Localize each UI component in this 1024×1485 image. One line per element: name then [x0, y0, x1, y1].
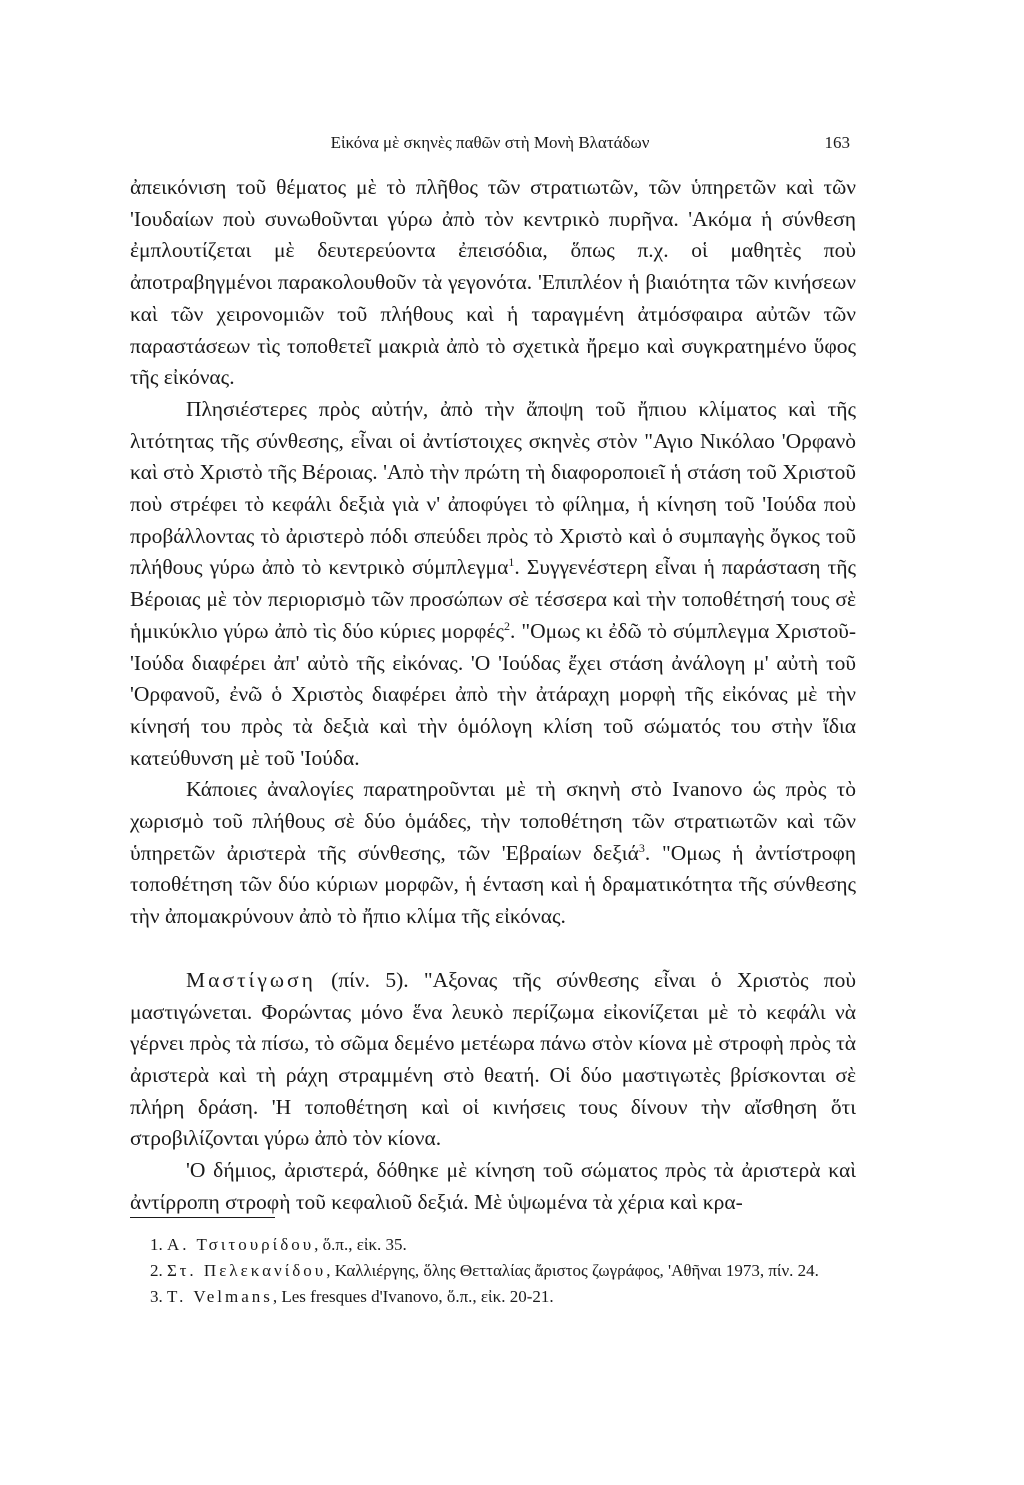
paragraph-3	[130, 774, 856, 933]
footnote-text: , ὅ.π., εἰκ. 35.	[314, 1235, 407, 1254]
paragraph-3-part-b: . "Ομως ἡ ἀντίστροφη τοποθέτηση τῶν δύο κύριων μορφῶν, ἡ ένταση καὶ ἡ δραματικότητα τῆς σύνθεσης τὴν ἀπομακρύνουν ἀπὸ τὸ ἤπιο κλίμα τῆς εἰκόνας.	[130, 840, 856, 929]
page-number: 163	[824, 133, 850, 152]
running-title: Εἰκόνα μὲ σκηνὲς παθῶν στὴ Μονὴ Βλατάδων	[330, 133, 650, 152]
footnote-number: 2.	[150, 1261, 163, 1280]
footnote-text: , Les fresques d'Ivanovo, ὅ.π., εἰκ. 20-21.	[272, 1287, 554, 1306]
footnotes	[130, 1232, 856, 1310]
paragraph-2	[130, 394, 856, 774]
section-title-flagellation: Μαστίγωση	[186, 967, 316, 992]
page-header	[130, 133, 850, 159]
footnote-ref-3: 3	[638, 840, 645, 855]
footnote-author: T. Velmans	[167, 1287, 273, 1306]
footnote-text: , Καλλιέργης, ὅλης Θετταλίας ἄριστος ζωγράφος, 'Αθῆναι 1973, πίν. 24.	[326, 1261, 819, 1280]
footnote-2	[130, 1258, 856, 1284]
paragraph-3-part-a: Κάποιες ἀναλογίες παρατηροῦνται μὲ τὴ σκηνὴ στὸ Ivanovo ὡς πρὸς τὸ χωρισμὸ τοῦ πλήθους σὲ δύο ὁμάδες, τὴν τοποθέτηση τῶν στρατιωτῶν καὶ τῶν ὑπηρετῶν ἀριστερὰ τῆς σύνθεσης, τῶν 'Εβραίων δεξιά	[130, 777, 856, 865]
paragraph-4	[130, 965, 856, 1155]
body-text	[130, 172, 856, 1219]
paragraph-2-part-a: Πλησιέστερες πρὸς αὐτήν, ἀπὸ τὴν ἄποψη τοῦ ἤπιου κλίματος καὶ τῆς λιτότητας τῆς σύνθεσης, εἶναι οἱ ἀντίστοιχες σκηνὲς στὸν "Αγιο Νικόλαο 'Ορφανὸ καὶ στὸ Χριστὸ τῆς Βέροιας. 'Απὸ τὴν πρώτη τὴ διαφοροποιεῖ ἡ στάση τοῦ Χριστοῦ ποὺ στρέφει τὸ κεφάλι δεξιὰ γιὰ ν' ἀποφύγει τὸ φίλημα, ἡ κίνηση τοῦ 'Ιούδα ποὺ προβάλλοντας τὸ ἀριστερὸ πόδι σπεύδει πρὸς τὸ Χριστὸ καὶ ὁ συμπαγὴς ὄγκος τοῦ πλήθους γύρω ἀπὸ τὸ κεντρικὸ σύμπλεγμα	[130, 396, 856, 580]
footnote-ref-1: 1	[508, 555, 515, 570]
footnote-number: 1.	[150, 1235, 163, 1254]
paragraph-5: 'Ο δήμιος, ἀριστερά, δόθηκε μὲ κίνηση τοῦ σώματος πρὸς τὰ ἀριστερὰ καὶ ἀντίρροπη στροφὴ τοῦ κεφαλιοῦ δεξιά. Μὲ ὑψωμένα τὰ χέρια καὶ κρα-	[130, 1158, 856, 1214]
footnote-3	[130, 1284, 856, 1310]
footnote-author: Στ. Πελεκανίδου	[167, 1261, 327, 1280]
paragraph-2-part-b: . Συγγενέστερη εἶναι ἡ παράσταση τῆς Βέροιας μὲ τὸν περιορισμὸ τῶν προσώπων σὲ τέσσερα καὶ τὴν τοποθέτησή τους σὲ ἡμικύκλιο γύρω ἀπὸ τὶς δύο κύριες μορφές	[130, 555, 857, 643]
footnote-number: 3.	[150, 1287, 163, 1306]
paragraph-2-part-c: . "Ομως κι ἐδῶ τὸ σύμπλεγμα Χριστοῦ-'Ιούδα διαφέρει ἀπ' αὐτὸ τῆς εἰκόνας. 'Ο 'Ιούδας ἔχει στάση ἀνάλογη μ' αὐτὴ τοῦ 'Ορφανοῦ, ἐνῶ ὁ Χριστὸς διαφέρει ἀπὸ τὴν ἀτάραχη μορφὴ τῆς εἰκόνας μὲ τὴν κίνησή του πρὸς τὰ δεξιὰ καὶ τὴν ὁμόλογη κλίση τοῦ σώματός του στὴν ἴδια κατεύθυνση μὲ τοῦ 'Ιούδα.	[130, 618, 857, 770]
footnote-rule	[130, 1217, 275, 1218]
paragraph-1: ἀπεικόνιση τοῦ θέματος μὲ τὸ πλῆθος τῶν στρατιωτῶν, τῶν ὑπηρετῶν καὶ τῶν 'Ιουδαίων ποὺ συνωθοῦνται γύρω ἀπὸ τὸν κεντρικὸ πυρῆνα. 'Ακόμα ἡ σύνθεση ἐμπλουτίζεται μὲ δευτερεύοντα ἐπεισόδια, ὅπως π.χ. οἱ μαθητὲς ποὺ ἀποτραβηγμένοι παρακολουθοῦν τὰ γεγονότα. 'Επιπλέον ἡ βιαιότητα τῶν κινήσεων καὶ τῶν χειρονομιῶν τοῦ πλήθους καὶ ἡ ταραγμένη ἀτμόσφαιρα αὐτῶν τῶν παραστάσεων τὶς τοποθετεῖ μακριὰ ἀπὸ τὸ σχετικὰ ἤρεμο καὶ συγκρατημένο ὕφος τῆς εἰκόνας.	[130, 175, 856, 390]
paragraph-4-text: (πίν. 5). "Αξονας τῆς σύνθεσης εἶναι ὁ Χριστὸς ποὺ μαστιγώνεται. Φορώντας μόνο ἕνα λευκὸ περίζωμα εἰκονίζεται μὲ τὸ κεφάλι νὰ γέρνει πρὸς τὰ πίσω, τὸ σῶμα δεμένο μετέωρα πάνω στὸν κίονα μὲ στροφὴ πρὸς τὰ ἀριστερὰ καὶ τὴ ράχη στραμμένη στὸ θεατή. Οἱ δύο μαστιγωτὲς βρίσκονται σὲ πλήρη δράση. 'Η τοποθέτηση καὶ οἱ κινήσεις τους δίνουν τὴν αἴσθηση ὅτι στροβιλίζονται γύρω ἀπὸ τὸν κίονα.	[130, 967, 856, 1151]
footnote-1	[130, 1232, 856, 1258]
footnote-author: Α. Τσιτουρίδου	[167, 1235, 315, 1254]
footnote-ref-2: 2	[504, 618, 511, 633]
